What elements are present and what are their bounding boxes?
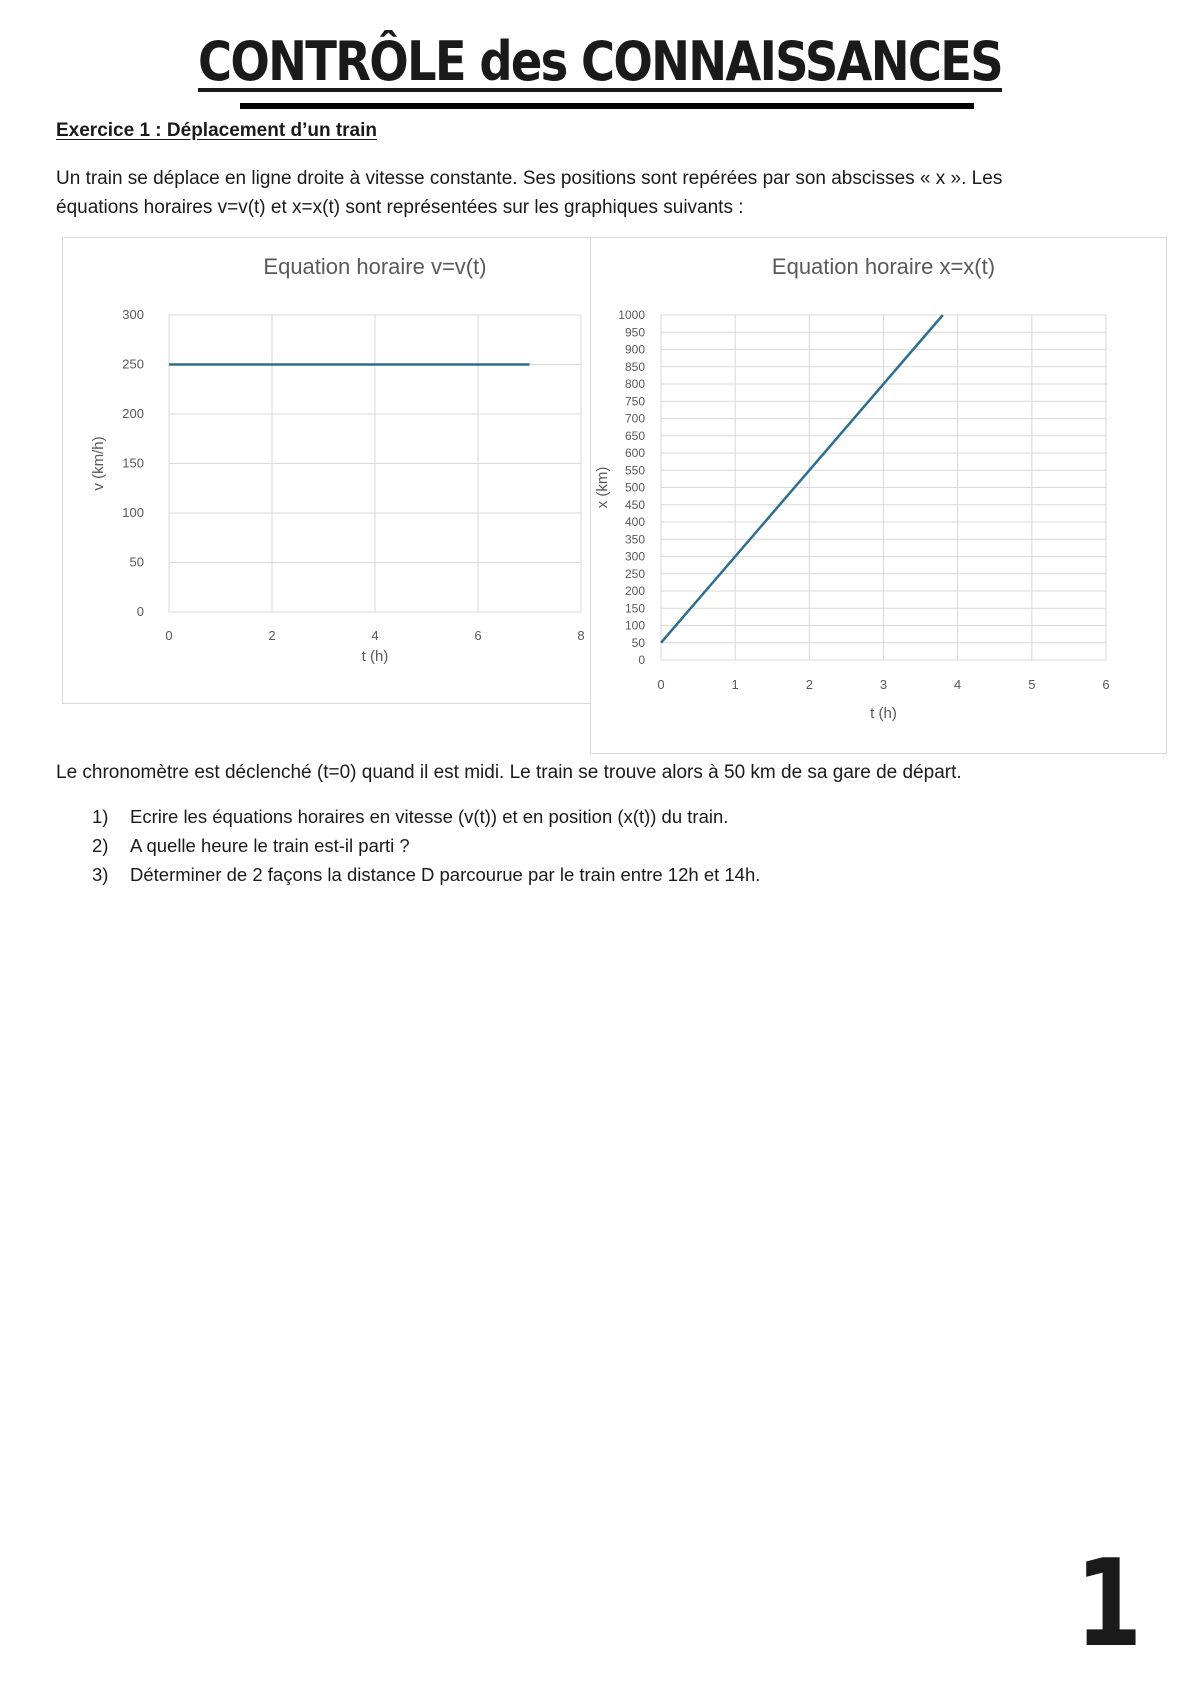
questions-list xyxy=(92,802,760,889)
y-tick-label: 150 xyxy=(122,455,144,471)
y-tick-label: 100 xyxy=(624,618,645,633)
chart-title: Equation horaire x=x(t) xyxy=(771,254,996,279)
y-tick-label: 0 xyxy=(638,653,645,667)
y-tick-label: 950 xyxy=(624,325,645,340)
x-axis-label: t (h) xyxy=(361,648,389,665)
x-tick-label: 1 xyxy=(731,677,739,692)
x-tick-label: 5 xyxy=(1028,677,1036,692)
exercise-heading: Exercice 1 : Déplacement d’un train xyxy=(56,120,378,141)
y-tick-label: 300 xyxy=(122,307,144,322)
position-chart xyxy=(590,237,1167,754)
y-tick-label: 250 xyxy=(122,356,144,372)
x-tick-label: 2 xyxy=(268,628,276,643)
question-item xyxy=(92,860,760,889)
y-tick-label: 200 xyxy=(624,584,645,598)
y-tick-label: 750 xyxy=(624,394,645,409)
question-text: A quelle heure le train est-il parti ? xyxy=(130,835,410,856)
question-item xyxy=(92,831,760,860)
y-tick-label: 200 xyxy=(122,406,144,421)
exercise-intro xyxy=(56,164,1146,222)
x-tick-label: 8 xyxy=(577,628,585,643)
y-tick-label: 550 xyxy=(624,463,645,478)
y-tick-label: 100 xyxy=(122,505,144,520)
x-tick-label: 4 xyxy=(954,677,962,692)
y-tick-label: 600 xyxy=(624,446,645,460)
y-tick-label: 350 xyxy=(624,532,645,547)
y-tick-label: 450 xyxy=(624,497,645,512)
y-tick-label: 1000 xyxy=(618,308,645,322)
intro-line-2: équations horaires v=v(t) et x=x(t) sont représentées sur les graphiques suivants : xyxy=(56,197,744,218)
y-tick-label: 500 xyxy=(624,480,645,495)
y-axis-label: x (km) xyxy=(594,466,611,509)
question-number: 1) xyxy=(92,806,109,827)
y-tick-label: 50 xyxy=(129,554,144,570)
series-line xyxy=(661,315,943,643)
y-tick-label: 150 xyxy=(624,601,645,616)
y-tick-label: 400 xyxy=(624,515,645,529)
x-tick-label: 4 xyxy=(371,628,379,643)
page-number: 1 xyxy=(1074,1535,1142,1674)
y-tick-label: 0 xyxy=(136,604,144,619)
velocity-chart xyxy=(62,237,592,704)
y-tick-label: 850 xyxy=(624,359,645,374)
x-tick-label: 6 xyxy=(474,628,482,643)
question-text: Déterminer de 2 façons la distance D parcourue par le train entre 12h et 14h. xyxy=(130,864,761,885)
x-tick-label: 0 xyxy=(657,677,665,692)
y-axis-label: v (km/h) xyxy=(90,436,107,491)
y-tick-label: 900 xyxy=(624,342,645,357)
x-tick-label: 2 xyxy=(805,677,813,692)
chronometer-statement: Le chronomètre est déclenché (t=0) quand il est midi. Le train se trouve alors à 50 km de sa gare de départ. xyxy=(56,762,962,783)
y-tick-label: 800 xyxy=(624,377,645,391)
x-tick-label: 6 xyxy=(1102,677,1110,692)
question-item xyxy=(92,802,760,831)
y-tick-label: 700 xyxy=(624,411,645,426)
question-number: 3) xyxy=(92,864,109,885)
title-underline xyxy=(240,103,974,109)
x-tick-label: 0 xyxy=(165,628,173,643)
question-number: 2) xyxy=(92,835,109,856)
page-title: CONTRÔLE des CONNAISSANCES xyxy=(197,30,1003,93)
y-tick-label: 650 xyxy=(624,428,645,443)
y-tick-label: 50 xyxy=(631,635,645,650)
x-tick-label: 3 xyxy=(879,677,888,692)
chart-title: Equation horaire v=v(t) xyxy=(263,254,487,279)
velocity-chart-svg xyxy=(63,238,591,703)
x-axis-label: t (h) xyxy=(870,705,897,722)
y-tick-label: 300 xyxy=(624,549,645,564)
y-tick-label: 250 xyxy=(624,566,645,581)
intro-line-1: Un train se déplace en ligne droite à vitesse constante. Ses positions sont repérées par son abscisses « x ». Les xyxy=(56,168,1003,189)
question-text: Ecrire les équations horaires en vitesse (v(t)) et en position (x(t)) du train. xyxy=(130,806,729,827)
position-chart-svg xyxy=(591,238,1166,753)
